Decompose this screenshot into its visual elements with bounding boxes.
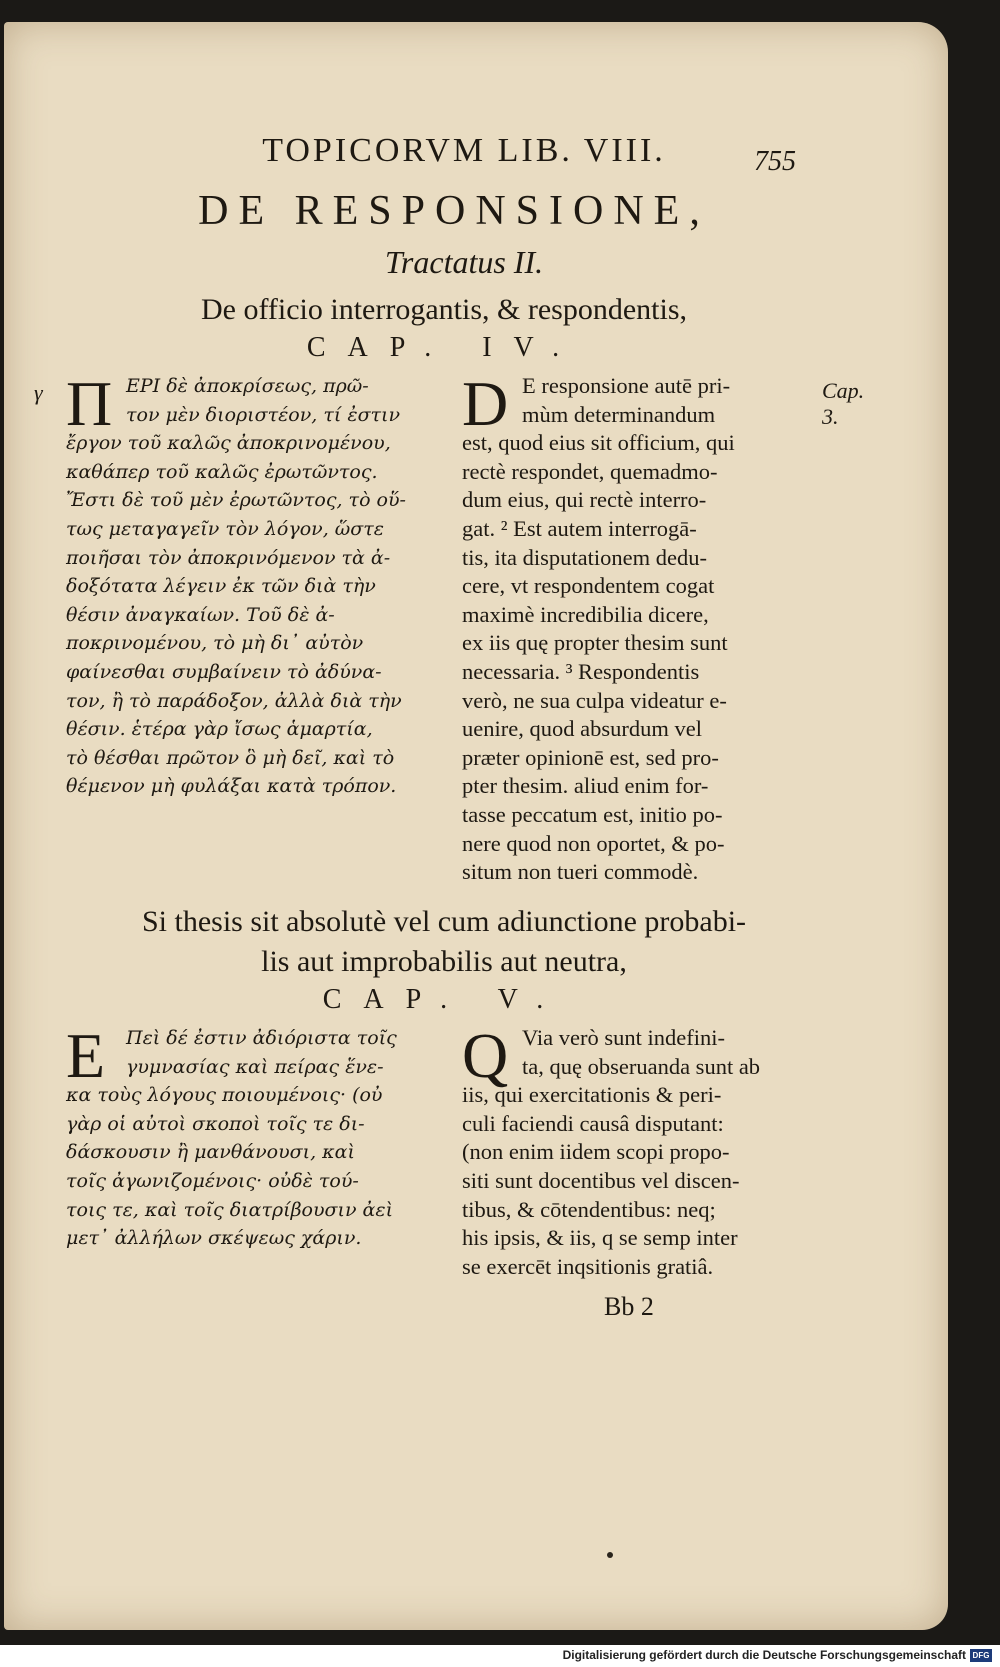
latin-text-line: se exercēt inqsitionis gratiâ.: [462, 1253, 714, 1279]
greek-text-line: Ἔστι δὲ τοῦ μὲν ἐρωτῶντος, τὸ οὕ-: [66, 489, 406, 512]
greek-text-line: κα τοὺς λόγους ποιουμένοις· (οὐ: [66, 1084, 383, 1107]
latin-text-line: mùm determinandum: [522, 401, 716, 427]
greek-text-line: δάσκουσιν ἢ μανθάνουσι, καὶ: [66, 1141, 355, 1164]
chapter4-greek-column: [66, 368, 446, 801]
latin-text-line: est, quod eius sit officium, qui: [462, 430, 735, 456]
latin-text-line: Via verò sunt indefini-: [522, 1025, 725, 1050]
chapter5-greek-column: [66, 1020, 446, 1253]
greek-text-line: Πεὶ δέ ἐστιν ἀδιόριστα τοῖς: [126, 1027, 397, 1049]
margin-note-right: Cap. 3.: [822, 378, 865, 429]
greek-text-line: καθάπερ τοῦ καλῶς ἐρωτῶντος.: [66, 460, 378, 483]
greek-text-line: τὸ θέσθαι πρῶτον ὃ μὴ δεῖ, καὶ τὸ: [66, 746, 395, 769]
greek-text-line: γυμνασίας καὶ πείρας ἕνε-: [126, 1055, 384, 1078]
dfg-logo-icon: DFG: [970, 1649, 992, 1662]
latin-text-line: nere quod non oportet, & po-: [462, 830, 725, 856]
chapter4-latin-dropcap: D: [462, 368, 509, 439]
greek-text-line: θέσιν ἀναγκαίων. Τοῦ δὲ ἀ-: [66, 603, 335, 626]
latin-text-line: situm non tueri commodè.: [462, 859, 699, 885]
greek-text-line: γὰρ οἱ αὐτοὶ σκοποὶ τοῖς τε δι-: [66, 1112, 365, 1135]
chapter5-title-line2: lis aut improbabilis aut neutra,: [261, 945, 627, 978]
chapter4-title: De officio interrogantis, & respondentis,: [200, 293, 687, 326]
page-number: 755: [754, 146, 796, 177]
greek-text-line: θέσιν. ἑτέρα γὰρ ἴσως ἁμαρτία,: [66, 718, 373, 741]
chapter4-greek-dropcap: Π: [66, 368, 113, 439]
latin-text-line: necessaria. ³ Respondentis: [462, 658, 700, 684]
greek-text-line: τοις τε, καὶ τοῖς διατρίβουσιν ἀεὶ: [66, 1198, 394, 1221]
latin-text-line: dum eius, qui rectè interro-: [462, 487, 707, 513]
chapter5-title-line1: Si thesis sit absolutè vel cum adiunctione probabi-: [141, 905, 747, 938]
tractatus-heading: Tractatus II.: [384, 244, 544, 280]
book-title: DE RESPONSIONE,: [198, 188, 710, 234]
footer-credit: Digitalisierung gefördert durch die Deutsche Forschungsgemeinschaft: [562, 1648, 966, 1662]
latin-text-line: gat. ² Est autem interrogā-: [462, 515, 697, 541]
chapter4-label: CAP. IV.: [306, 332, 582, 363]
book-page: [4, 22, 948, 1630]
footer-bar: [0, 1645, 1000, 1667]
latin-text-line: tis, ita disputationem dedu-: [462, 544, 707, 570]
greek-text-line: μετ᾿ ἀλλήλων σκέψεως χάριν.: [66, 1227, 362, 1250]
greek-text-line: θέμενον μὴ φυλάξαι κατὰ τρόπον.: [66, 775, 397, 798]
greek-text-line: φαίνεσθαι συμβαίνειν τὸ ἀδύνα-: [66, 660, 382, 683]
latin-text-line: tibus, & cōtendentibus: neq;: [462, 1196, 716, 1222]
greek-text-line: ποιῆσαι τὸν ἀποκρινόμενον τὰ ἀ-: [66, 546, 391, 569]
latin-text-line: ta, quę obseruanda sunt ab: [522, 1053, 761, 1079]
running-head: TOPICORVM LIB. VIII.: [262, 132, 666, 169]
latin-text-line: siti sunt docentibus vel discen-: [462, 1167, 740, 1193]
latin-text-line: verò, ne sua culpa videatur e-: [462, 687, 727, 713]
greek-text-line: τον, ἢ τὸ παράδοξον, ἀλλὰ διὰ τὴν: [66, 689, 402, 712]
latin-text-line: præter opinionē est, sed pro-: [462, 744, 719, 770]
margin-note-left: γ: [34, 380, 43, 405]
greek-text-line: ΕΡΙ δὲ ἀποκρίσεως, πρῶ-: [126, 375, 369, 397]
latin-text-line: (non enim iidem scopi propo-: [462, 1139, 730, 1165]
greek-text-line: τοῖς ἀγωνιζομένοις· οὐδὲ τού-: [66, 1169, 359, 1192]
latin-text-line: maximè incredibilia dicere,: [462, 601, 709, 627]
catchword: Bb 2: [604, 1292, 654, 1321]
page-speck: [607, 1552, 613, 1558]
chapter4-latin-column: [462, 368, 822, 887]
greek-text-line: δοξότατα λέγειν ἐκ τῶν διὰ τὴν: [66, 575, 376, 598]
greek-text-line: τον μὲν διοριστέον, τί ἐστιν: [126, 403, 401, 426]
latin-text-line: culi faciendi causâ disputant:: [462, 1110, 724, 1136]
latin-text-line: ex iis quę propter thesim sunt: [462, 630, 728, 656]
latin-text-line: E responsione autē pri-: [522, 373, 731, 398]
latin-text-line: his ipsis, & iis, q se semp inter: [462, 1225, 738, 1251]
latin-text-line: pter thesim. aliud enim for-: [462, 773, 709, 799]
latin-text-line: rectè respondet, quemadmo-: [462, 458, 718, 484]
chapter5-label: CAP. V.: [322, 984, 566, 1015]
latin-text-line: uenire, quod absurdum vel: [462, 716, 702, 742]
latin-text-line: cere, vt respondentem cogat: [462, 573, 715, 599]
latin-text-line: iis, qui exercitationis & peri-: [462, 1082, 722, 1108]
greek-text-line: ἔργον τοῦ καλῶς ἀποκρινομένου,: [66, 432, 391, 455]
greek-text-line: τως μεταγαγεῖν τὸν λόγον, ὥστε: [66, 517, 384, 540]
greek-text-line: ποκρινομένου, τὸ μὴ δι᾿ αὐτὸν: [66, 632, 364, 655]
latin-text-line: tasse peccatum est, initio po-: [462, 801, 723, 827]
chapter5-greek-dropcap: Ε: [66, 1020, 106, 1091]
chapter5-latin-column: [462, 1020, 822, 1281]
chapter5-latin-dropcap: Q: [462, 1020, 509, 1091]
